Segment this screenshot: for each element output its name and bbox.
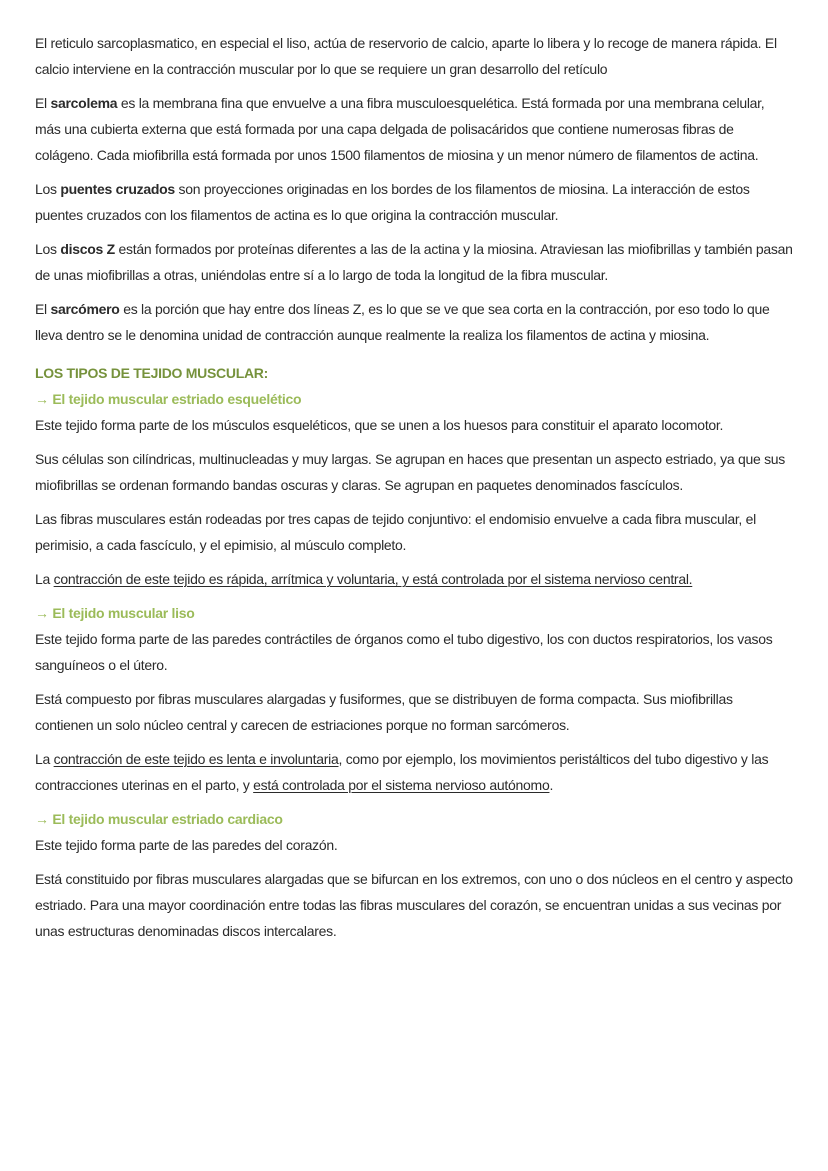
subsection-heading: [35, 806, 793, 832]
underlined-text: contracción de este tejido es rápida, arrítmica y voluntaria, y está controlada por el sistema nervioso central.: [53, 571, 693, 587]
paragraph: [35, 832, 793, 858]
paragraph: [35, 30, 793, 82]
bold-term: discos Z: [60, 241, 115, 257]
text-segment: La: [35, 571, 54, 587]
text-segment: es la porción que hay entre dos líneas Z, es lo que se ve que sea corta en la contracción, por eso todo lo que lleva dentro se le denomina unidad de contracción aunque realmente la realiza los filamentos de actina y miosina.: [35, 301, 770, 343]
paragraph: [35, 686, 793, 738]
subsection-heading: [35, 600, 793, 626]
paragraph: [35, 506, 793, 558]
subsection-heading: [35, 386, 793, 412]
text-segment: → El tejido muscular estriado esquelético: [35, 391, 302, 407]
text-segment: es la membrana fina que envuelve a una fibra musculoesquelética. Está formada por una membrana celular, más una cubierta externa que está formada por una capa delgada de polisacáridos que contiene numerosas fibras de colágeno. Cada miofibrilla está formada por unos 1500 filamentos de miosina y un menor número de filamentos de actina.: [35, 95, 765, 163]
paragraph: [35, 296, 793, 348]
paragraph: [35, 446, 793, 498]
paragraph: [35, 176, 793, 228]
text-segment: Está constituido por fibras musculares alargadas que se bifurcan en los extremos, con uno o dos núcleos en el centro y aspecto estriado. Para una mayor coordinación entre todas las fibras musculares del corazón, se encuentran unidas a sus vecinas por unas estructuras denominadas discos intercalares.: [35, 871, 793, 939]
paragraph: [35, 236, 793, 288]
text-segment: El: [35, 95, 51, 111]
text-segment: son proyecciones originadas en los bordes de los filamentos de miosina. La interacción de estos puentes cruzados con los filamentos de actina es lo que origina la contracción muscular.: [35, 181, 750, 223]
text-segment: Sus células son cilíndricas, multinucleadas y muy largas. Se agrupan en haces que presentan un aspecto estriado, ya que sus miofibrillas se ordenan formando bandas oscuras y claras. Se agrupan en paquetes denominados fascículos.: [35, 451, 786, 493]
text-segment: → El tejido muscular estriado cardiaco: [35, 811, 283, 827]
document-body: [35, 30, 793, 944]
underlined-text: contracción de este tejido es lenta e involuntaria: [53, 751, 339, 767]
text-segment: Este tejido forma parte de las paredes contráctiles de órganos como el tubo digestivo, los con ductos respiratorios, los vasos sanguíneos o el útero.: [35, 631, 773, 673]
bold-term: sarcolema: [50, 95, 118, 111]
text-segment: Los: [35, 181, 61, 197]
text-segment: Está compuesto por fibras musculares alargadas y fusiformes, que se distribuyen de forma compacta. Sus miofibrillas contienen un solo núcleo central y carecen de estriaciones porque no forman sarcómeros.: [35, 691, 733, 733]
text-segment: → El tejido muscular liso: [35, 605, 195, 621]
text-segment: LOS TIPOS DE TEJIDO MUSCULAR:: [35, 365, 269, 381]
bold-term: sarcómero: [50, 301, 120, 317]
text-segment: El: [35, 301, 51, 317]
paragraph: [35, 90, 793, 168]
section-heading: [35, 360, 793, 386]
paragraph: [35, 866, 793, 944]
text-segment: El reticulo sarcoplasmatico, en especial el liso, actúa de reservorio de calcio, aparte lo libera y lo recoge de manera rápida. El calcio interviene en la contracción muscular por lo que se requiere un gran desarrollo del retículo: [35, 35, 777, 77]
bold-term: puentes cruzados: [60, 181, 175, 197]
text-segment: Este tejido forma parte de las paredes del corazón.: [35, 837, 338, 853]
text-segment: Las fibras musculares están rodeadas por tres capas de tejido conjuntivo: el endomisio envuelve a cada fibra muscular, el perimisio, a cada fascículo, y el epimisio, al músculo completo.: [35, 511, 756, 553]
text-segment: Este tejido forma parte de los músculos esqueléticos, que se unen a los huesos para constituir el aparato locomotor.: [35, 417, 724, 433]
text-segment: , como por ejemplo, los movimientos peristálticos del tubo digestivo y las contracciones uterinas en el parto, y: [35, 751, 769, 793]
text-segment: .: [549, 777, 554, 793]
paragraph: [35, 412, 793, 438]
underlined-text: está controlada por el sistema nervioso autónomo: [253, 777, 550, 793]
text-segment: La: [35, 751, 54, 767]
text-segment: están formados por proteínas diferentes a las de la actina y la miosina. Atraviesan las miofibrillas y también pasan de unas miofibrillas a otras, uniéndolas entre sí a lo largo de toda la longitud de la fibra muscular.: [35, 241, 793, 283]
paragraph: [35, 626, 793, 678]
paragraph: [35, 746, 793, 798]
text-segment: Los: [35, 241, 61, 257]
paragraph: [35, 566, 793, 592]
